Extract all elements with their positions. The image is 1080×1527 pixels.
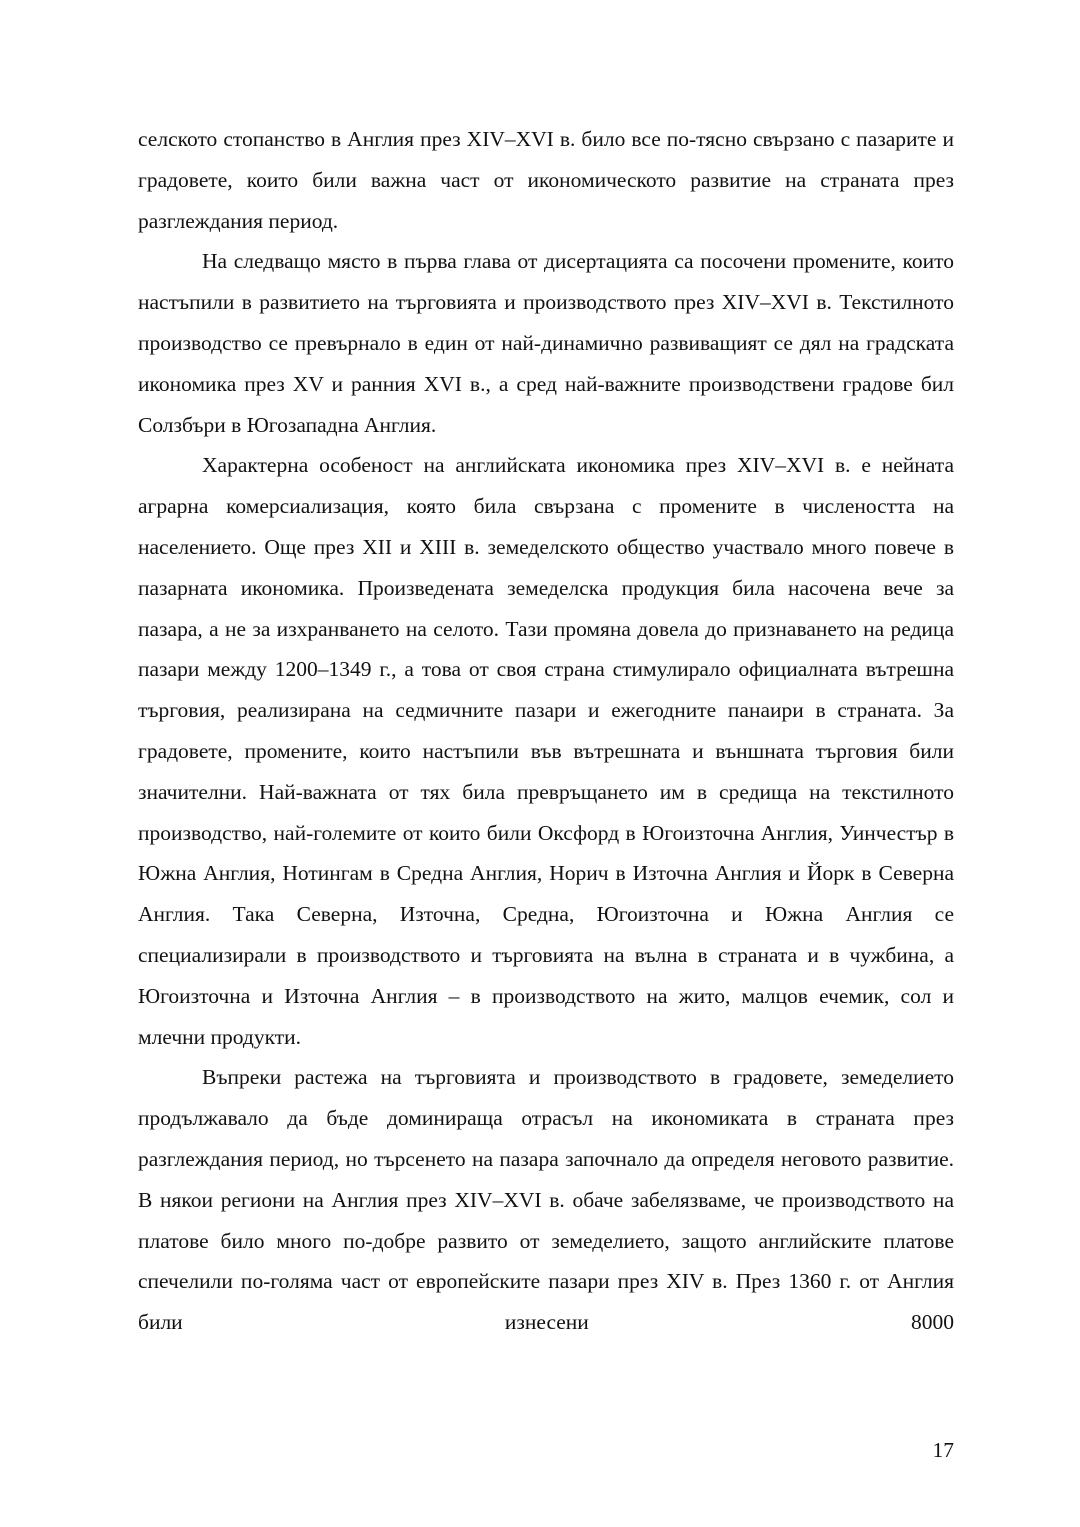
paragraph-continuation: селското стопанство в Англия през XIV–XVI в. било все по-тясно свързано с пазарите и градовете, които били важна част от икономическото развитие на страната през разглеждания период. <box>138 127 954 233</box>
paragraph: Характерна особеност на английската икономика през XIV–XVI в. е нейната аграрна комерсиализация, която била свързана с промените в числеността на населението. Още през XII и XIII в. земеделското общество участвало много повече в пазарната икономика. Произведената земеделска продукция била насочена вече за пазара, а не за изхранването на селото. Тази промяна довела до признаването на редица пазари между 1200–1349 г., а това от своя страна стимулирало официалната вътрешна търговия, реализирана на седмичните пазари и ежегодните панаири в страната. За градовете, промените, които настъпили във вътрешната и външната търговия били значителни. Най-важната от тях била превръщането им в средища на текстилното производство, най-големите от които били Оксфорд в Югоизточна Англия, Уинчестър в Южна Англия, Нотингам в Средна Англия, Норич в Източна Англия и Йорк в Северна Англия. Така Северна, Източна, Средна, Югоизточна и Южна Англия се специализирали в производството и търговията на вълна в страната и в чужбина, а Югоизточна и Източна Англия – в производството на жито, малцов ечемик, сол и млечни продукти. <box>138 453 954 1049</box>
page-number: 17 <box>932 1438 954 1462</box>
paragraph: На следващо място в първа глава от дисертацията са посочени промените, които настъпили в развитието на търговията и производството през XIV–XVI в. Текстилното производство се превърнало в един от най-динамично развиващият се дял на градската икономика през XV и ранния XVI в., а сред най-важните производствени градове бил Солзбъри в Югозападна Англия. <box>138 249 954 437</box>
document-body <box>138 119 954 1343</box>
paragraph: Въпреки растежа на търговията и производството в градовете, земеделието продължавало да бъде доминираща отрасъл на икономиката в страната през разглеждания период, но търсенето на пазара започнало да определя неговото развитие. В някои региони на Англия през XIV–XVI в. обаче забелязваме, че производството на платове било много по-добре развито от земеделието, защото английските платове спечелили по-голяма част от европейските пазари през XIV в. През 1360 г. от Англия били изнесени 8000 <box>138 1065 954 1335</box>
